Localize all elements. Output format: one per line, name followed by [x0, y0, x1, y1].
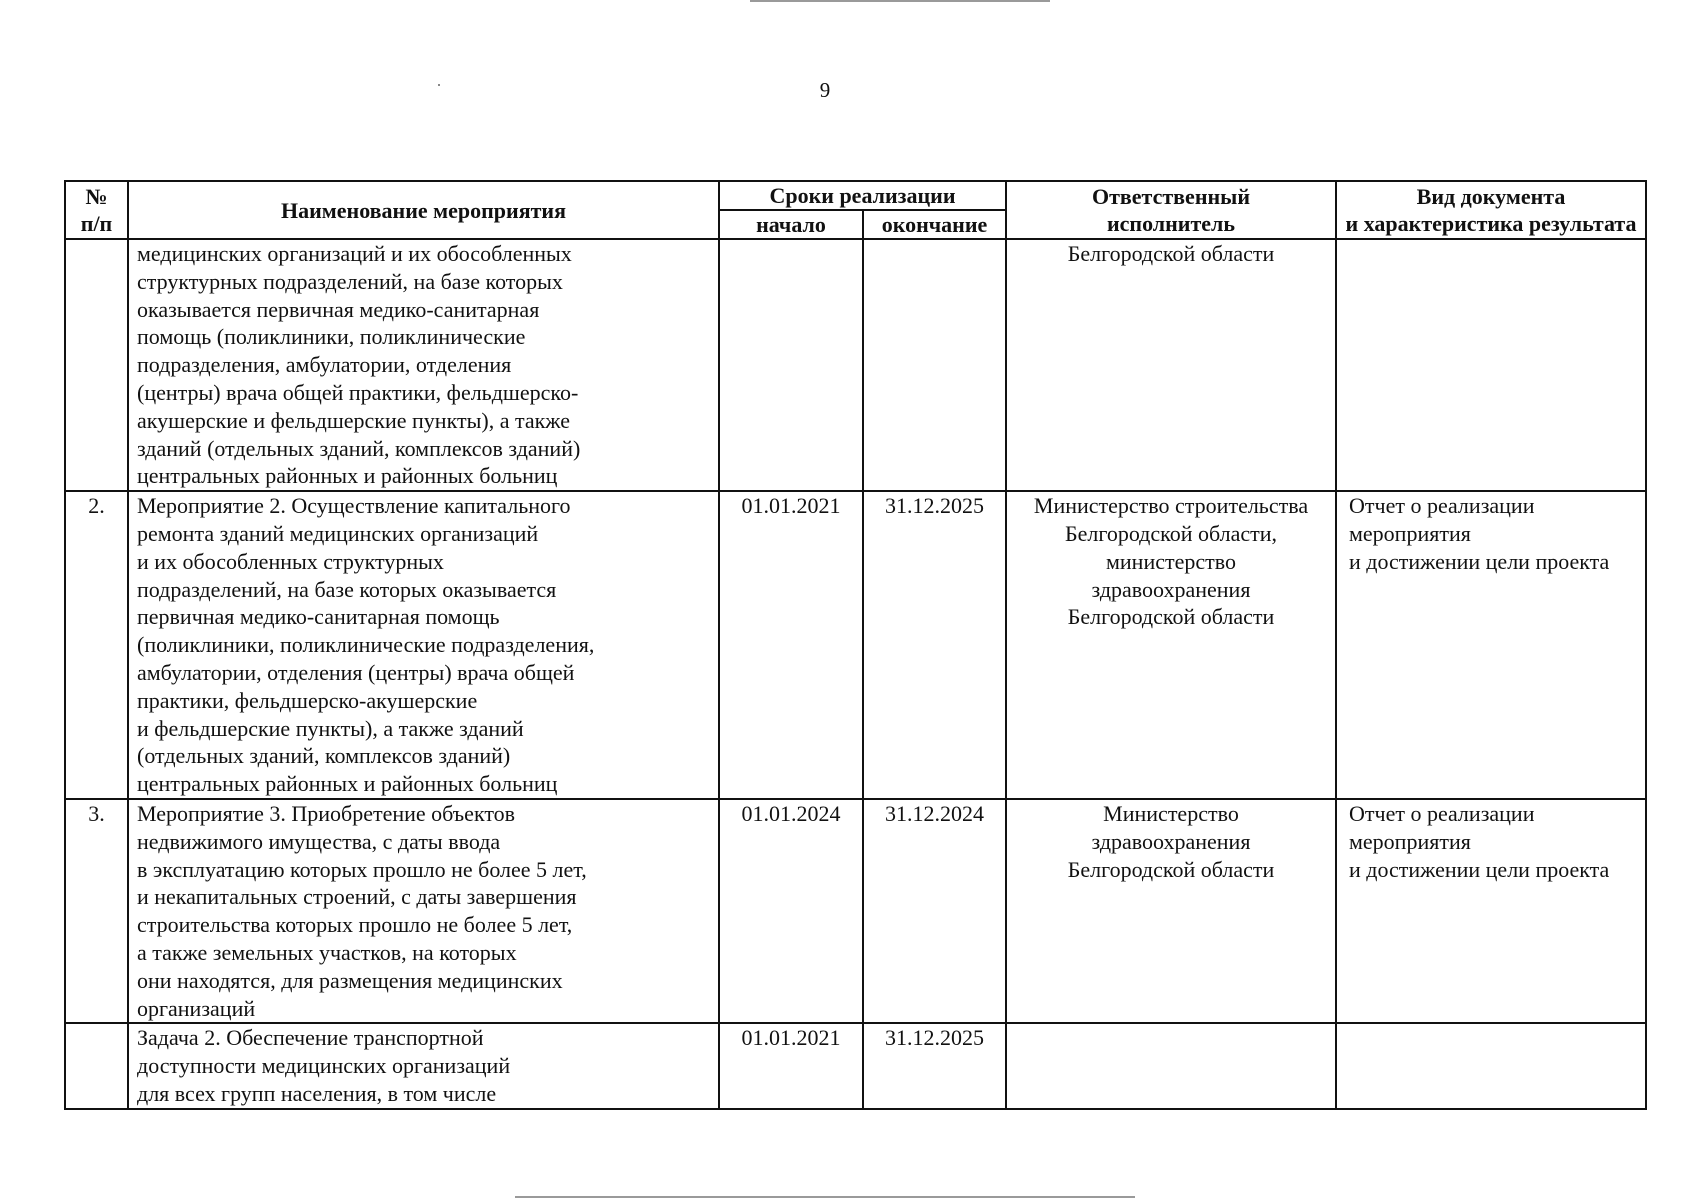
row-num [65, 239, 128, 491]
row-name: Мероприятие 3. Приобретение объектов недвижимого имущества, с даты ввода в эксплуатацию которых прошло не более 5 лет, и некапитальных строений, с даты завершения строительства которых прошло не более 5 лет, а также земельных участков, на которых они находятся, для размещения медицинских организаций [128, 799, 719, 1023]
row-result [1336, 1023, 1646, 1108]
header-result: Вид документа и характеристика результата [1336, 181, 1646, 239]
row-result: Отчет о реализации мероприятия и достижении цели проекта [1336, 799, 1646, 1023]
row-start: 01.01.2024 [719, 799, 863, 1023]
row-num: 2. [65, 491, 128, 799]
header-start: начало [719, 210, 863, 239]
header-terms: Сроки реализации [719, 181, 1006, 210]
row-executor: Министерство строительства Белгородской области, министерство здравоохранения Белгородской области [1006, 491, 1336, 799]
row-num [65, 1023, 128, 1108]
row-end: 31.12.2025 [863, 1023, 1006, 1108]
row-name: Задача 2. Обеспечение транспортной доступности медицинских организаций для всех групп населения, в том числе [128, 1023, 719, 1108]
row-start [719, 239, 863, 491]
header-end: окончание [863, 210, 1006, 239]
table-row [65, 1023, 1646, 1108]
header-name: Наименование мероприятия [128, 181, 719, 239]
row-end [863, 239, 1006, 491]
table-row [65, 799, 1646, 1023]
row-start: 01.01.2021 [719, 491, 863, 799]
header-executor: Ответственный исполнитель [1006, 181, 1336, 239]
page-number: 9 [819, 78, 831, 102]
row-result [1336, 239, 1646, 491]
row-executor: Министерство здравоохранения Белгородской области [1006, 799, 1336, 1023]
row-num: 3. [65, 799, 128, 1023]
row-executor [1006, 1023, 1336, 1108]
row-executor: Белгородской области [1006, 239, 1336, 491]
scan-artifact-top [750, 0, 1050, 2]
table-row [65, 491, 1646, 799]
activities-table [64, 180, 1647, 1110]
row-name: медицинских организаций и их обособленных структурных подразделений, на базе которых оказывается первичная медико-санитарная помощь (поликлиники, поликлинические подразделения, амбулатории, отделения (центры) врача общей практики, фельдшерско- акушерские и фельдшерские пункты), а также зданий (отдельных зданий, комплексов зданий) центральных районных и районных больниц [128, 239, 719, 491]
row-result: Отчет о реализации мероприятия и достижении цели проекта [1336, 491, 1646, 799]
scan-artifact-bottom [515, 1196, 1135, 1198]
row-name: Мероприятие 2. Осуществление капитального ремонта зданий медицинских организаций и их обособленных структурных подразделений, на базе которых оказывается первичная медико-санитарная помощь (поликлиники, поликлинические подразделения, амбулатории, отделения (центры) врача общей практики, фельдшерско-акушерские и фельдшерские пункты), а также зданий (отдельных зданий, комплексов зданий) центральных районных и районных больниц [128, 491, 719, 799]
row-start: 01.01.2021 [719, 1023, 863, 1108]
row-end: 31.12.2024 [863, 799, 1006, 1023]
table-row [65, 239, 1646, 491]
header-row [65, 181, 1646, 210]
row-end: 31.12.2025 [863, 491, 1006, 799]
header-num: № п/п [65, 181, 128, 239]
